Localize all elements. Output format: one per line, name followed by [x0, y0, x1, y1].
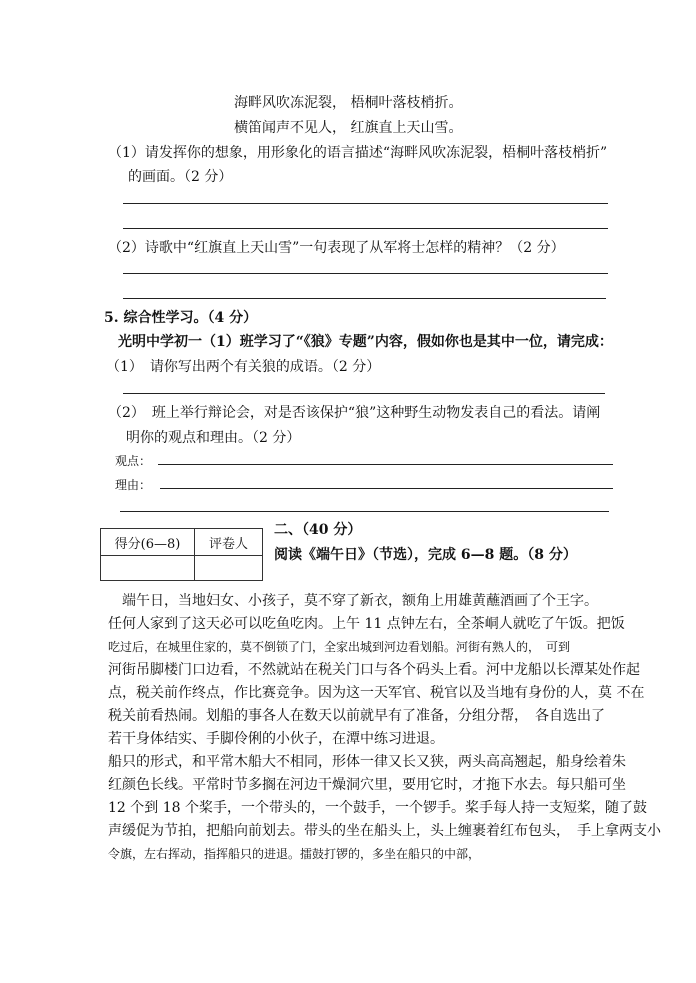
answer-line[interactable]: [123, 298, 606, 299]
poem-line-2: 横笛闻声不见人， 红旗直上天山雪。: [234, 120, 463, 136]
passage-line: 河街吊脚楼门口边看，不然就站在税关门口与各个码头上看。河中龙船以长潭某处作起: [108, 662, 640, 678]
grader-header: 评卷人: [195, 529, 263, 556]
question-2-text: （2）诗歌中“红旗直上天山雪”一句表现了从军将士怎样的精神？（2 分）: [108, 240, 565, 256]
passage-line: 任何人家到了这天必可以吃鱼吃肉。上午 11 点钟左右，全茶峒人就吃了午饭。把饭: [108, 616, 625, 632]
answer-line[interactable]: [123, 203, 608, 204]
passage-line: 船只的形式，和平常木船大不相同，形体一律又长又狭，两头高高翘起，船身绘着朱: [108, 754, 626, 770]
question-1-text-cont: 的画面。（2 分）: [128, 169, 233, 185]
answer-line[interactable]: [123, 273, 608, 274]
score-header: 得分(6—8): [101, 529, 195, 556]
poem-line-1: 海畔风吹冻泥裂， 梧桐叶落枝梢折。: [234, 95, 463, 111]
section-5-sub-2: （2） 班上举行辩论会，对是否该保护“狼”这种野生动物发表自己的看法。请阐: [108, 405, 601, 421]
passage-line: 税关前看热闹。划船的事各人在数天以前就早有了准备，分组分帮， 各自选出了: [108, 708, 605, 724]
viewpoint-answer-line[interactable]: [158, 464, 613, 465]
passage-line: 声缓促为节拍，把船向前划去。带头的坐在船头上，头上缠裹着红布包头， 手上拿两支小: [108, 823, 661, 839]
passage-line: 若干身体结实、手脚伶俐的小伙子，在潭中练习进退。: [108, 731, 444, 747]
question-1-text: （1）请发挥你的想象，用形象化的语言描述“海畔风吹冻泥裂，梧桐叶落枝梢折”: [108, 145, 608, 161]
passage: [108, 590, 661, 866]
score-table: [100, 528, 263, 581]
passage-line: 点，税关前作终点，作比赛竞争。因为这一天军官、税官以及当地有身份的人，莫 不在: [108, 685, 645, 701]
passage-line: 红颜色长线。平常时节多搁在河边干燥洞穴里，要用它时，才拖下水去。每只船可坐: [108, 777, 626, 793]
section-5-intro: 光明中学初一（1）班学习了“《狼》专题”内容，假如你也是其中一位，请完成：: [118, 334, 613, 350]
section-5-title: 5. 综合性学习。（4 分）: [104, 310, 258, 326]
passage-line: 端午日，当地妇女、小孩子，莫不穿了新衣，额角上用雄黄蘸酒画了个王字。: [108, 593, 598, 609]
passage-line: 令旗，左右挥动，指挥船只的进退。擂鼓打锣的，多坐在船只的中部，: [108, 847, 481, 861]
answer-line[interactable]: [123, 228, 608, 229]
answer-line[interactable]: [123, 393, 605, 394]
reason-label: 理由：: [115, 478, 152, 492]
section-2-title: 二、（40 分）: [274, 522, 362, 538]
reason-answer-line[interactable]: [160, 488, 613, 489]
passage-line: 12 个到 18 个桨手，一个带头的，一个鼓手，一个锣手。桨手每人持一支短桨，随了鼓: [108, 800, 647, 816]
grader-cell[interactable]: [195, 556, 263, 581]
section-5-sub-2-cont: 明你的观点和理由。（2 分）: [126, 430, 301, 446]
viewpoint-label: 观点：: [115, 454, 152, 468]
passage-line: 吃过后，在城里住家的，莫不倒锁了门，全家出城到河边看划船。河街有熟人的， 可到: [108, 640, 571, 654]
score-cell[interactable]: [101, 556, 195, 581]
section-5-sub-1: （1） 请你写出两个有关狼的成语。（2 分）: [106, 359, 381, 375]
answer-line[interactable]: [120, 511, 609, 512]
section-2-instruction: 阅读《端午日》（节选），完成 6—8 题。（8 分）: [274, 547, 577, 563]
